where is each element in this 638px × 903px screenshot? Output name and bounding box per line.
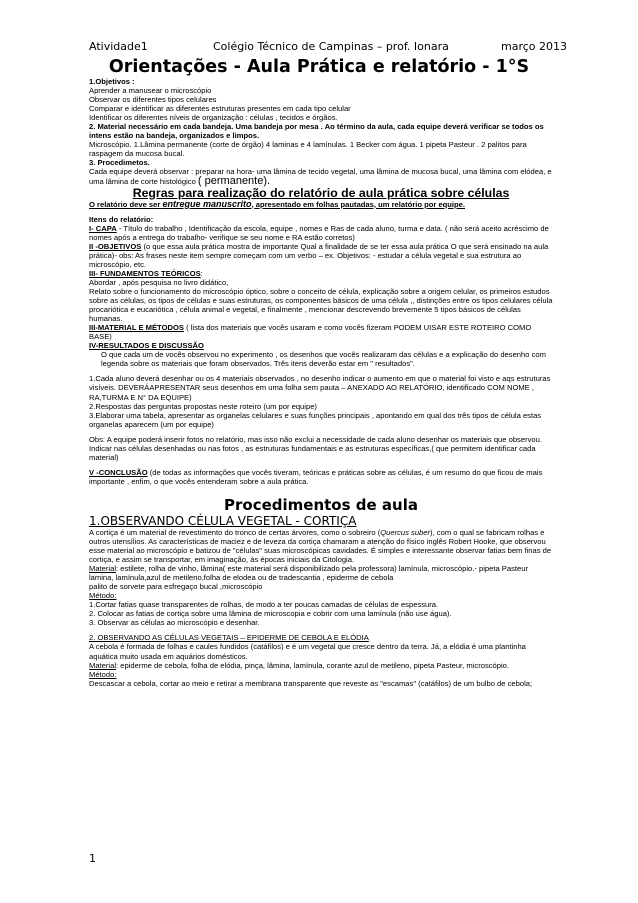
resultado-2: 2.Respostas das perguntas propostas neste roteiro (um por equipe) <box>89 401 317 411</box>
resultado-1: 1.Cada aluno deverá desenhar ou os 4 materiais observados , no desenho indicar o aumento em que o material foi visto e aqs estruturas visíveis. DEVERÁAPRESENTAR seus desenhos em uma folha sem pauta – ANEXADO AO RELATÓRIO, identificado COM NOME , RA,TURMA E N° DA EQUIPE) <box>89 374 551 402</box>
page-number: 1 <box>89 852 96 865</box>
section-1-material <box>89 564 553 573</box>
procedimentos-heading: 3. Procedimetos. <box>89 158 150 168</box>
item-fundamentos-label: III- FUNDAMENTOS TEÓRICOS <box>89 268 201 278</box>
section-1-step-2: 2. Colocar as fatias de cortiça sobre uma lâmina de microscopia e cobrir com uma lamínula (não use água). <box>89 609 452 619</box>
item-capa-text: - Título do trabalho , Identificação da escola, equipe , nomes e Ras de cada aluno, turma e data. ( não será aceito acréscimo de nomes após a entrega do trabalho- verifique se seu nome e RA estão corretos) <box>89 223 549 242</box>
header-right: março 2013 <box>501 40 568 53</box>
material-text: Microscópio. 1.Lâmina permanente (corte de órgão) 4 laminas e 4 lamínulas. 1 Becker com água. 1 pipeta Pasteur . 2 palitos para raspagem da mucosa bucal. <box>89 140 527 159</box>
item-capa <box>89 224 553 242</box>
section-1-text-a: A cortiça é um material de revestimento do tronco de certas árvores, como o sobreiro ( <box>89 527 381 537</box>
objetivo-1: Aprender a manusear o microscópio <box>89 86 212 96</box>
item-objetivos-text: (o que essa aula prática mostra de importante Qual a finalidade de se ter essa aula prática O que será ensinado na aula prática)- obs: As frases neste item sempre começam com um verbo – ex. Objetivos: - estudar a célula vegetal e sua estrutura ao microscópio, etc. <box>89 241 549 269</box>
section-2-metodo-label: Método: <box>89 669 117 679</box>
section-2-material-label: Material <box>89 660 117 670</box>
resultado-3: 3.Elaborar uma tabela, apresentar as organelas celulares e suas funções principais , apontando em qual dos três tipos de célula estas organelas aparecem (um por equipe) <box>89 410 542 429</box>
section-2-material-text: : epiderme de cebola, folha de elódia, pinça, lâmina, lamínula, corante azul de metileno, pipeta Pasteur, microscópio. <box>116 660 510 670</box>
regras-text <box>89 200 553 209</box>
item-objetivos <box>89 242 553 269</box>
section-1-material-3: palito de sorvete para esfregaço bucal ,microscópio <box>89 582 263 592</box>
header-left: Atividade1 <box>89 40 148 53</box>
procedimentos-text <box>89 167 553 185</box>
section-2-step-1: Descascar a cebola, cortar ao meio e retirar a membrana transparente que reveste as "escamas" (catáfilos) de um bulbo de cebola; <box>89 678 533 688</box>
section-1-metodo-label: Método: <box>89 591 117 601</box>
section-2-text: A cebola é formada de folhas e caules fundidos (catáfilos) e é um vegetal que cresce dentro da terra. Já, a elódia é uma plantinha aquática muito usada em aquários domésticos. <box>89 642 526 661</box>
section-1-material-label: Material <box>89 564 117 574</box>
section-1-step-3: 3. Observar as células ao microscópio e desenhar. <box>89 618 260 628</box>
section-1-text-b: ), com o qual se fabricam rolhas e outros utensílios. As características de maciez e de leveza da cortiça chamaram a atenção do físico inglês Robert Hooke, que observou esse material ao microscópio e batizou de "células" suas microscópicas cavidades. É simples e interessante observar fatias bem finas de cortiça, e assim se transportar, em imaginação, às épocas iniciais da Citologia. <box>89 527 552 565</box>
material-heading: 2. Material necessário em cada bandeja. Uma bandeja por mesa . Ao término da aula, cada equipe deverá verificar se todos os intens estão na bandeja, organizados e limpos. <box>89 122 544 141</box>
objetivo-2: Observar os diferentes tipos celulares <box>89 95 217 105</box>
item-material-label: III-MATERIAL E MÉTODOS <box>89 323 184 333</box>
regras-text-b: entregue manuscrito <box>162 198 252 209</box>
item-conclusao-label: V -CONCLUSÃO <box>89 467 148 477</box>
section-1-text <box>89 528 553 564</box>
section-1-title: 1.OBSERVANDO CÉLULA VEGETAL - CORTIÇA <box>89 513 357 528</box>
header-center: Colégio Técnico de Campinas – prof. Ionara <box>213 40 449 53</box>
item-conclusao-text: (de todas as informações que vocês tiveram, teóricas e práticas sobre as células, é um resumo do que ficou de mais importante , enfim, o que vocês entenderam sobre a aula prática. <box>89 467 543 486</box>
item-fundamentos-colon: : <box>200 268 203 278</box>
item-capa-label: I- CAPA <box>89 223 117 233</box>
section-2-title: 2. OBSERVANDO AS CÉLULAS VEGETAIS – EPIDERME DE CEBOLA E ELÓDIA <box>89 633 369 643</box>
section-1-species: Quercus suber <box>380 527 431 537</box>
regras-text-a: O relatório deve ser <box>89 199 161 209</box>
regras-title: Regras para realização do relatório de aula prática sobre células <box>132 185 510 200</box>
procedimentos-title: Procedimentos de aula <box>224 495 418 514</box>
itens-heading: Itens do relatório: <box>89 214 154 224</box>
section-1-step-1: 1.Cortar fatias quase transparentes de rolhas, de modo a ter poucas camadas de células de espessura. <box>89 600 439 610</box>
item-conclusao <box>89 468 553 486</box>
item-resultados-label: IV-RESULTADOS E DISCUSSÃO <box>89 341 204 351</box>
item-material <box>89 323 553 341</box>
item-fundamentos <box>89 269 553 278</box>
section-1-material-2: lamina, lamínula,azul de metileno,folha de elodea ou de tradescantia , epiderme de cebola <box>89 573 394 583</box>
item-fundamentos-body2: Relato sobre o funcionamento do microscópio óptico, sobre o conceito de célula, explicação sobre a origem celular, os primeiros estudos sobre as células, os tipos de células e suas estruturas, os componentes básicos de uma célula ,, distinções entre os tipos celulares célula procariótica e eucariótica , célula animal e vegetal, e finalmente , mencionar descrevendo brevemente 5 tipos básicos de células humanas. <box>89 286 553 324</box>
objetivos-heading: 1.Objetivos : <box>89 77 135 86</box>
objetivo-3: Comparar e identificar as diferentes estruturas presentes em cada tipo celular <box>89 104 351 114</box>
item-objetivos-label: II -OBJETIVOS <box>89 241 142 251</box>
procedimentos-permanente: ( permanente). <box>197 174 271 187</box>
section-1-material-text: : estilete, rolha de vinho, lâmina( este material será disponibilizado pela professora) lamínula, microscópio.- pipeta Pasteur <box>116 564 528 574</box>
item-resultados-text: O que cada um de vocês observou no experimento , os desenhos que vocês realizaram das células e a explicação do desenho com legenda sobre os materiais que foram observados. Três itens deverão estar em " resultados". <box>101 350 546 369</box>
item-fundamentos-body: Abordar , após pesquisa no livro didático, <box>89 277 229 287</box>
obs-text: Obs: A equipe poderá inserir fotos no relatório, mas isso não exclui a necessidade de cada aluno desenhar os materiais que observou. Indicar nas células desenhadas ou nas fotos , as estruturas fundamentais e as estruturas específicas,( que permitem identificar cada material) <box>89 434 542 462</box>
regras-text-c: , apresentado em folhas pautadas, um relatório por equipe. <box>251 199 466 209</box>
page-title: Orientações - Aula Prática e relatório - 1°S <box>108 57 530 77</box>
document-body <box>89 77 553 688</box>
section-2-material <box>89 661 553 670</box>
item-material-text: ( lista dos materiais que vocês usaram e como vocês fizeram PODEM UISAR ESTE ROTEIRO COMO BASE) <box>89 323 532 342</box>
procedimentos-text-body: Cada equipe deverá observar : preparar na hora- uma lâmina de tecido vegetal, uma lâmina de mucosa bucal, uma lâmina com elódea, e uma lâmina de corte histológico <box>89 167 552 186</box>
objetivo-4: Identificar os diferentes níveis de organização : células , tecidos e órgãos. <box>89 113 338 123</box>
